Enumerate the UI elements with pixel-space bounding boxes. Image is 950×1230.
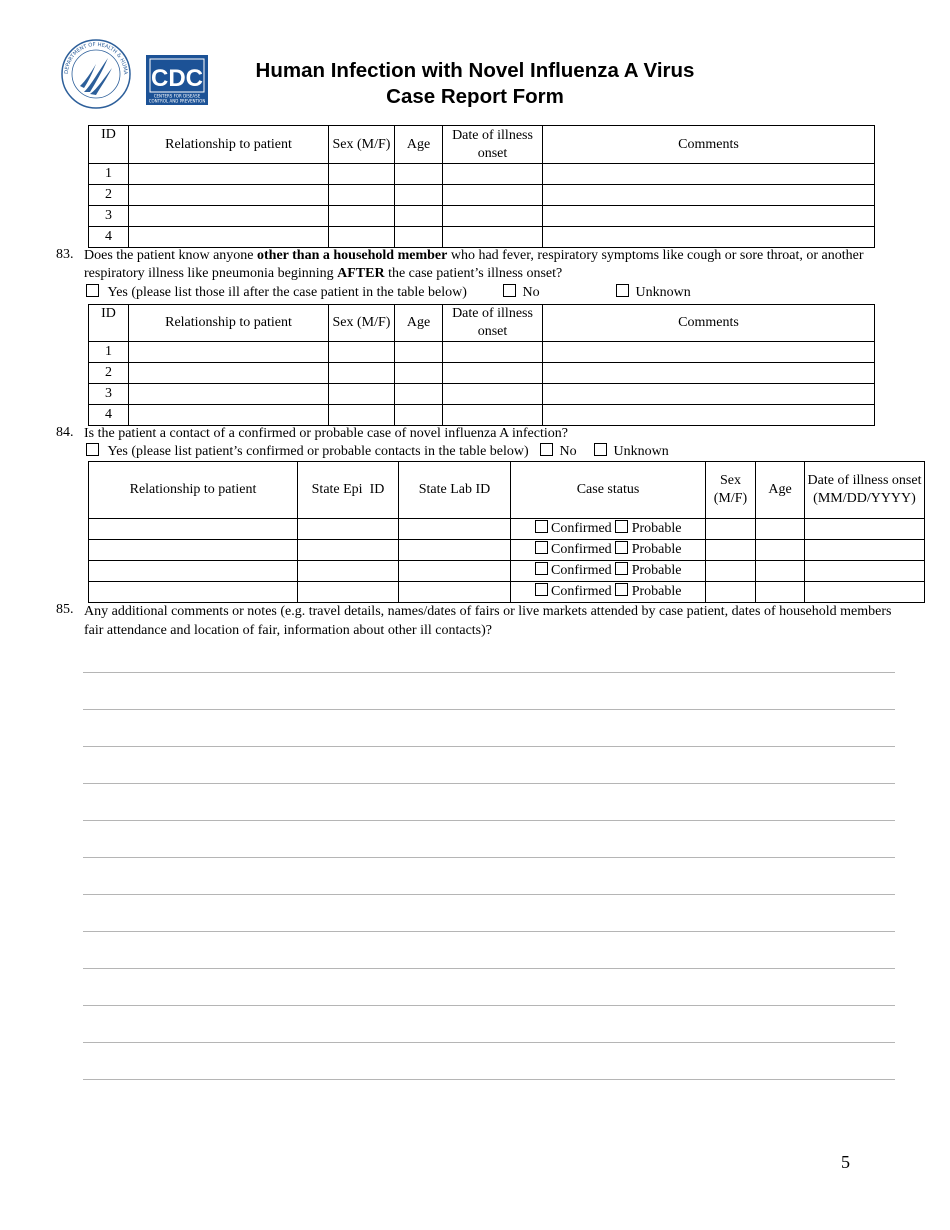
cell-input[interactable] [329,206,395,227]
probable-option[interactable]: Probable [615,562,681,580]
row-id: 4 [89,227,129,248]
cell-input[interactable] [443,363,543,384]
cell-input[interactable] [805,519,925,540]
cell-input[interactable] [543,164,875,185]
cell-input[interactable] [395,405,443,426]
cell-input[interactable] [443,384,543,405]
cell-input[interactable] [543,185,875,206]
cell-input[interactable] [706,582,756,603]
q84-number: 84. [56,425,74,440]
confirmed-checkbox[interactable] [535,562,548,575]
q83-yes-checkbox[interactable] [86,284,99,297]
case-status-cell [511,519,706,540]
non-household-contacts-table [88,304,875,426]
table-row [89,582,925,603]
comment-line[interactable] [83,857,895,858]
cdc-logo-icon [146,55,208,105]
row-id: 1 [89,164,129,185]
household-contacts-table [88,125,875,248]
cell-input[interactable] [543,363,875,384]
row-id: 3 [89,206,129,227]
cell-input[interactable] [706,519,756,540]
cell-input[interactable] [129,342,329,363]
table-row [89,519,925,540]
probable-checkbox[interactable] [615,520,628,533]
cell-input[interactable] [543,227,875,248]
confirmed-checkbox[interactable] [535,541,548,554]
table-row [89,540,925,561]
comment-line[interactable] [83,931,895,932]
col-sex: Sex (M/F) [706,462,756,519]
probable-checkbox[interactable] [615,562,628,575]
q83-unknown-option[interactable]: Unknown [616,284,691,302]
cell-input[interactable] [756,561,805,582]
title-line-1: Human Infection with Novel Influenza A Virus [255,59,695,82]
title-line-2: Case Report Form [386,85,564,108]
cell-input[interactable] [89,519,298,540]
cell-input[interactable] [399,582,511,603]
q83-unknown-checkbox[interactable] [616,284,629,297]
cell-input[interactable] [543,384,875,405]
cell-input[interactable] [395,363,443,384]
table-row [89,363,875,384]
q84-no-option[interactable]: No [540,443,577,461]
table-row [89,405,875,426]
cell-input[interactable] [399,561,511,582]
cell-input[interactable] [443,227,543,248]
cell-input[interactable] [329,384,395,405]
col-comments: Comments [543,305,875,342]
col-age: Age [756,462,805,519]
comment-line[interactable] [83,1005,895,1006]
col-state-lab-id: State Lab ID [399,462,511,519]
confirmed-checkbox[interactable] [535,583,548,596]
table-row [89,384,875,405]
col-id: ID [89,126,129,164]
svg-text:DEPARTMENT OF HEALTH & HUMAN S [60,38,128,75]
cell-input[interactable] [129,206,329,227]
comment-line[interactable] [83,968,895,969]
case-status-cell [511,540,706,561]
confirmed-checkbox[interactable] [535,520,548,533]
comment-line[interactable] [83,672,895,673]
cell-input[interactable] [329,164,395,185]
table-row [89,342,875,363]
comment-line[interactable] [83,820,895,821]
cell-input[interactable] [329,342,395,363]
q84-unknown-checkbox[interactable] [594,443,607,456]
cell-input[interactable] [129,185,329,206]
cell-input[interactable] [756,540,805,561]
probable-option[interactable]: Probable [615,520,681,538]
q83-yes-option[interactable]: Yes (please list those ill after the case patient in the table below) [86,284,467,302]
cell-input[interactable] [298,582,399,603]
cell-input[interactable] [395,342,443,363]
q84-yes-checkbox[interactable] [86,443,99,456]
col-relationship: Relationship to patient [129,305,329,342]
table-row [89,227,875,248]
q85-text: Any additional comments or notes (e.g. travel details, names/dates of fairs or live markets attended by case patient, dates of household members fair attendance and location of fair, information about other ill contacts)? [84,604,892,638]
comment-line[interactable] [83,746,895,747]
probable-checkbox[interactable] [615,541,628,554]
row-id: 1 [89,342,129,363]
q83-no-option[interactable]: No [503,284,540,302]
col-age: Age [395,126,443,164]
cell-input[interactable] [329,185,395,206]
case-status-cell [511,561,706,582]
probable-option[interactable]: Probable [615,583,681,601]
cell-input[interactable] [443,342,543,363]
table-row [89,164,875,185]
cell-input[interactable] [395,164,443,185]
q84-no-checkbox[interactable] [540,443,553,456]
hhs-seal-text: DEPARTMENT OF HEALTH & HUMA [63,41,129,75]
col-sex: Sex (M/F) [329,126,395,164]
confirmed-option[interactable]: Confirmed [535,562,612,580]
page-title [225,58,725,110]
cell-input[interactable] [805,540,925,561]
cell-input[interactable] [129,405,329,426]
cell-input[interactable] [443,405,543,426]
cell-input[interactable] [756,582,805,603]
col-onset-date: Date of illness onset (MM/DD/YYYY) [805,462,925,519]
cdc-tagline-1: CENTERS FOR DISEASE [153,93,201,99]
cell-input[interactable] [129,384,329,405]
col-relationship: Relationship to patient [89,462,298,519]
cell-input[interactable] [395,206,443,227]
col-sex: Sex (M/F) [329,305,395,342]
row-id: 2 [89,185,129,206]
col-case-status: Case status [511,462,706,519]
cell-input[interactable] [298,540,399,561]
cell-input[interactable] [805,582,925,603]
col-onset: Date of illness onset [443,126,543,164]
cell-input[interactable] [706,561,756,582]
case-status-cell [511,582,706,603]
confirmed-contacts-table [88,461,925,603]
cell-input[interactable] [399,540,511,561]
table-row [89,561,925,582]
cell-input[interactable] [89,582,298,603]
cell-input[interactable] [543,405,875,426]
comment-line[interactable] [83,1079,895,1080]
cell-input[interactable] [89,540,298,561]
q84-yes-option[interactable]: Yes (please list patient’s confirmed or probable contacts in the table below) [86,443,529,461]
comment-line[interactable] [83,783,895,784]
cell-input[interactable] [443,164,543,185]
q83-number: 83. [56,247,74,262]
row-id: 3 [89,384,129,405]
cell-input[interactable] [298,519,399,540]
q84-text: Is the patient a contact of a confirmed or probable case of novel influenza A infection? [84,426,568,441]
cell-input[interactable] [443,206,543,227]
confirmed-option[interactable]: Confirmed [535,541,612,559]
cell-input[interactable] [329,363,395,384]
cell-input[interactable] [443,185,543,206]
cdc-tagline-2: CONTROL AND PREVENTION [148,98,206,104]
q84-unknown-option[interactable]: Unknown [594,443,669,461]
cell-input[interactable] [543,342,875,363]
probable-checkbox[interactable] [615,583,628,596]
cell-input[interactable] [543,206,875,227]
col-id: ID [89,305,129,342]
col-relationship: Relationship to patient [129,126,329,164]
comment-line[interactable] [83,1042,895,1043]
comment-line[interactable] [83,709,895,710]
table-row [89,185,875,206]
confirmed-option[interactable]: Confirmed [535,520,612,538]
cell-input[interactable] [129,227,329,248]
q83-no-checkbox[interactable] [503,284,516,297]
cell-input[interactable] [395,384,443,405]
q85-number: 85. [56,602,74,617]
confirmed-option[interactable]: Confirmed [535,583,612,601]
cell-input[interactable] [395,227,443,248]
cdc-logo-text: CDC [151,65,203,92]
col-age: Age [395,305,443,342]
table-row [89,206,875,227]
hhs-seal-icon [60,38,132,110]
probable-option[interactable]: Probable [615,541,681,559]
row-id: 4 [89,405,129,426]
cell-input[interactable] [756,519,805,540]
cell-input[interactable] [298,561,399,582]
col-comments: Comments [543,126,875,164]
page-number: 5 [841,1152,850,1172]
cell-input[interactable] [805,561,925,582]
cell-input[interactable] [395,185,443,206]
cell-input[interactable] [399,519,511,540]
q83-text: Does the patient know anyone other than a household member who had fever, respiratory symptoms like cough or sore throat, or another respiratory illness like pneumonia beginning AFTER the case patient’s illness onset? [84,248,864,281]
col-onset: Date of illness onset [443,305,543,342]
cell-input[interactable] [329,405,395,426]
col-state-epi-id: State Epi ID [298,462,399,519]
cell-input[interactable] [89,561,298,582]
row-id: 2 [89,363,129,384]
cell-input[interactable] [129,164,329,185]
cell-input[interactable] [129,363,329,384]
cell-input[interactable] [706,540,756,561]
comment-line[interactable] [83,894,895,895]
cell-input[interactable] [329,227,395,248]
